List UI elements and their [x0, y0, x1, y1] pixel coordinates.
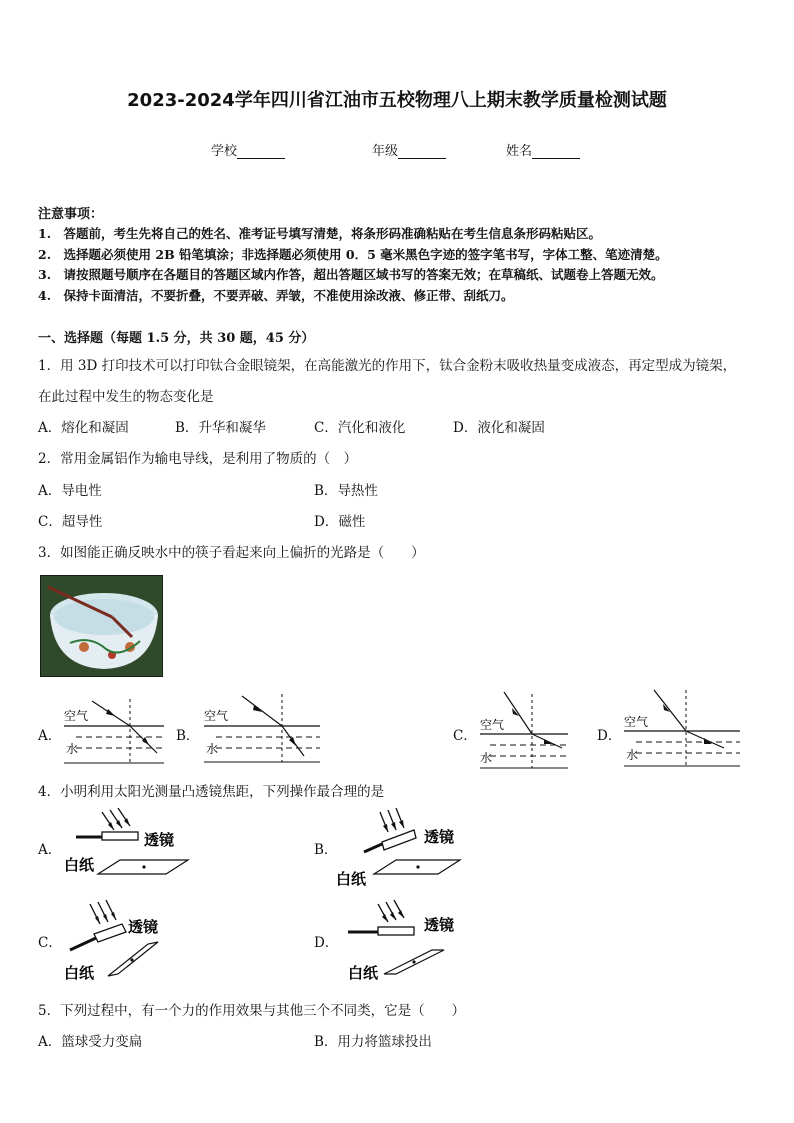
q4-option-a: A． [38, 842, 62, 858]
school-blank [237, 145, 285, 159]
q4-option-c: C． [38, 935, 62, 951]
q4-option-b: B． [314, 842, 338, 858]
air-label: 空气 [480, 718, 505, 732]
note-item: 4. 保持卡面清洁，不要折叠，不要弄破、弄皱，不准使用涂改液、修正带、刮纸刀。 [38, 288, 514, 303]
q2-option-a: A．导电性 [38, 483, 102, 499]
grade-blank [398, 145, 446, 159]
refraction-diagram-a [60, 693, 170, 768]
lens-label: 透镜 [128, 918, 159, 936]
q3-option-c: C． [453, 728, 477, 744]
air-label: 空气 [64, 709, 89, 723]
q5-option-a: A．篮球受力变扁 [38, 1034, 143, 1050]
paper-label: 白纸 [64, 964, 95, 982]
question-2: 2．常用金属铝作为输电导线，是利用了物质的（ ） [38, 451, 358, 467]
q2-option-d: D．磁性 [314, 514, 366, 530]
q2-option-b: B．导热性 [314, 483, 378, 499]
water-label: 水 [480, 751, 493, 765]
question-1-line-2: 在此过程中发生的物态变化是 [38, 389, 214, 405]
q3-option-b: B． [176, 728, 200, 744]
lens-label: 透镜 [424, 916, 455, 934]
question-3: 3．如图能正确反映水中的筷子看起来向上偏折的光路是（ ） [38, 545, 425, 561]
notes-heading: 注意事项： [38, 207, 104, 222]
page-title: 2023-2024学年四川省江油市五校物理八上期末教学质量检测试题 [127, 90, 667, 111]
chopsticks-bowl-photo [40, 575, 163, 677]
name-field [506, 140, 580, 159]
note-item: 3. 请按照题号顺序在各题目的答题区域内作答，超出答题区域书写的答案无效；在草稿纸、试题卷上答题无效。 [38, 267, 664, 282]
air-label: 空气 [624, 715, 649, 729]
question-4: 4．小明利用太阳光测量凸透镜焦距，下列操作最合理的是 [38, 784, 385, 800]
q1-option-c: C．汽化和液化 [314, 420, 406, 436]
name-blank [532, 145, 580, 159]
refraction-diagram-d [620, 684, 744, 768]
q2-option-c: C．超导性 [38, 514, 103, 530]
air-label: 空气 [204, 709, 229, 723]
q3-option-a: A． [38, 728, 62, 744]
q3-option-d: D． [597, 728, 622, 744]
refraction-diagram-b [198, 690, 324, 765]
refraction-diagram-c [474, 688, 572, 772]
water-label: 水 [206, 742, 219, 756]
lens-label: 透镜 [424, 828, 455, 846]
lens-diagram-c [62, 898, 182, 984]
paper-label: 白纸 [64, 856, 95, 874]
lens-label: 透镜 [144, 831, 175, 849]
section-heading: 一、选择题（每题 1.5 分，共 30 题，45 分） [38, 331, 315, 346]
paper-label: 白纸 [348, 964, 379, 982]
q1-option-d: D．液化和凝固 [453, 420, 545, 436]
question-1-line-1: 1．用 3D 打印技术可以打印钛合金眼镜架，在高能激光的作用下，钛合金粉末吸收热量变成液态，再定型成为镜架， [38, 358, 737, 374]
school-label: 学校 [211, 144, 238, 159]
q1-option-a: A．熔化和凝固 [38, 420, 129, 436]
paper-label: 白纸 [336, 870, 367, 888]
q4-option-d: D． [314, 935, 339, 951]
q5-option-b: B．用力将篮球投出 [314, 1034, 432, 1050]
lens-diagram-a [62, 808, 192, 884]
question-5: 5．下列过程中，有一个力的作用效果与其他三个不同类，它是（ ） [38, 1003, 466, 1019]
water-label: 水 [626, 748, 639, 762]
lens-diagram-d [334, 898, 460, 984]
lens-diagram-b [334, 808, 464, 892]
note-item: 1. 答题前，考生先将自己的姓名、准考证号填写清楚，将条形码准确粘贴在考生信息条形码粘贴区。 [38, 226, 602, 241]
grade-field [372, 140, 446, 159]
grade-label: 年级 [372, 144, 399, 159]
note-item: 2. 选择题必须使用 2B 铅笔填涂；非选择题必须使用 0．5 毫米黑色字迹的签字笔书写，字体工整、笔迹清楚。 [38, 247, 668, 262]
water-label: 水 [66, 742, 79, 756]
name-label: 姓名 [506, 144, 533, 159]
school-field [211, 140, 285, 159]
q1-option-b: B．升华和凝华 [175, 420, 266, 436]
